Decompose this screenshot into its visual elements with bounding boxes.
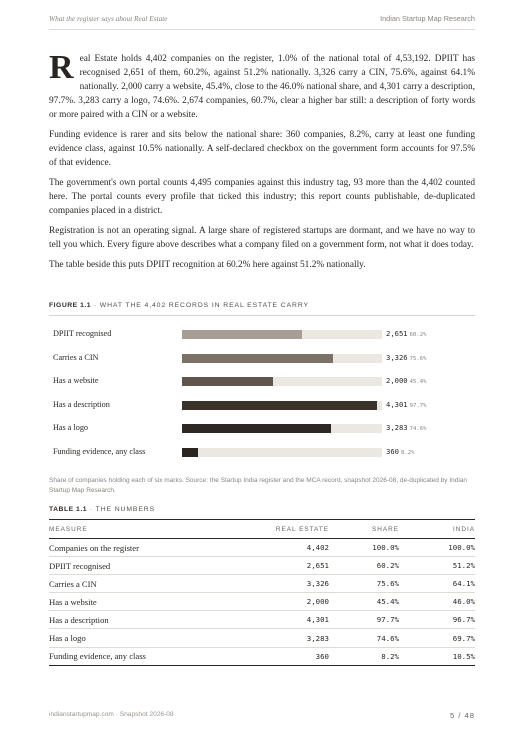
bar-value (386, 447, 414, 456)
figure-separator: · (93, 302, 97, 309)
paragraph-1-text: eal Estate holds 4,402 companies on the register, 1.0% of the national total of 4,53,192. DPIIT has recognised 2,651 of them, 60.2%, against 51.2% nationally. 3,326 carry a CIN, 75.6%, against 64.1% nationally. 2,000 carry a website, 45.4%, close to the 46.0% national share, and 4,301 carry a description, 97.7%. 3,283 carry a logo, 74.6%. 2,674 companies, 60.7%, clear a higher bar still: a description of forty words or more paired with a CIN or a website. (49, 54, 475, 120)
bar-track (182, 448, 382, 457)
bar-percent: 45.4% (409, 379, 427, 386)
cell-share: 100.0% (329, 539, 399, 557)
bar-track (182, 330, 382, 339)
bar-percent: 74.6% (409, 426, 427, 433)
page-footer (49, 711, 475, 720)
bar-label: DPIIT recognised (53, 329, 112, 338)
cell-measure: Companies on the register (49, 539, 245, 557)
bar-track (182, 377, 382, 386)
cell-measure: Funding evidence, any class (49, 647, 245, 665)
bar-track (182, 354, 382, 363)
bar-chart (49, 323, 475, 465)
bar-label: Has a logo (53, 423, 89, 433)
bar-track (182, 401, 382, 410)
running-head-publisher: Indian Startup Map Research (380, 14, 475, 23)
bar-track (182, 424, 382, 433)
cell-india: 51.2% (399, 557, 475, 575)
cell-real-estate: 4,402 (245, 539, 329, 557)
bar-fill (182, 377, 273, 386)
bar-fill (182, 354, 333, 363)
cell-real-estate: 3,283 (245, 629, 329, 647)
table-title: THE NUMBERS (95, 506, 156, 513)
cell-real-estate: 2,000 (245, 593, 329, 611)
bar-fill (182, 424, 331, 433)
table-body (49, 539, 475, 666)
paragraph-3: The government's own portal counts 4,495 companies against this industry tag, 93 more than the 4,402 counted here. The portal counts every profile that ticked this industry; this report counts publishable, de-duplicated companies placed in a district. (49, 177, 475, 216)
cell-share: 45.4% (329, 593, 399, 611)
paragraph-4: Registration is not an operating signal. A large share of registered startups are dormant, and we have no way to tell you which. Every figure above describes what a company filed on a government form, not what it does today. (49, 225, 475, 250)
bar-fill (182, 401, 377, 410)
cell-india: 46.0% (399, 593, 475, 611)
bar-value (386, 400, 426, 409)
bar-row (49, 394, 475, 418)
paragraph-2: Funding evidence is rarer and sits below the national share: 360 companies, 8.2%, carry at least one funding evidence class, against 10.5% nationally. A self-declared checkbox on the government form accounts for 97.5% of that evidence. (49, 129, 475, 168)
table-row (49, 611, 475, 629)
cell-india: 100.0% (399, 539, 475, 557)
bar-row (49, 370, 475, 394)
bar-value (386, 423, 426, 432)
header-share: SHARE (329, 520, 399, 539)
figure-number: FIGURE 1.1 (49, 302, 92, 309)
figure-caption (49, 302, 309, 309)
table-row (49, 629, 475, 647)
bar-value (386, 329, 426, 338)
bar-label: Carries a CIN (53, 352, 99, 362)
bar-value (386, 353, 426, 362)
running-head (49, 14, 475, 30)
cell-share: 74.6% (329, 629, 399, 647)
cell-india: 96.7% (399, 611, 475, 629)
bar-percent: 8.2% (400, 449, 415, 456)
numbers-table (49, 519, 475, 666)
table-header-row (49, 520, 475, 539)
cell-share: 75.6% (329, 575, 399, 593)
paragraph-1 (49, 49, 475, 123)
cell-measure: DPIIT recognised (49, 557, 245, 575)
cell-measure: Has a description (49, 611, 245, 629)
bar-percent: 60.2% (409, 332, 427, 338)
bar-label: Has a website (53, 376, 99, 386)
cell-real-estate: 4,301 (245, 611, 329, 629)
footer-source: indianstartupmap.com · Snapshot 2026-08 (49, 711, 174, 718)
cell-real-estate: 2,651 (245, 557, 329, 575)
bar-label: Funding evidence, any class (53, 446, 146, 456)
bar-count: 360 (386, 446, 399, 456)
page-number: 5 / 48 (450, 711, 475, 720)
bar-fill (182, 448, 198, 457)
table-number: TABLE 1.1 (49, 506, 87, 513)
cell-measure: Has a logo (49, 629, 245, 647)
table-row (49, 575, 475, 593)
cell-share: 60.2% (329, 557, 399, 575)
header-real-estate: REAL ESTATE (245, 520, 329, 539)
bar-row (49, 323, 475, 347)
table-row (49, 593, 475, 611)
bar-count: 3,326 (386, 352, 408, 362)
figure-note: Share of companies holding each of six marks. Source: the Startup India register and the MCA record, snapshot 2026-08, de-duplicated by Indian Startup Map Research. (49, 477, 468, 494)
table-row (49, 557, 475, 575)
cell-real-estate: 3,326 (245, 575, 329, 593)
header-india: INDIA (399, 520, 475, 539)
running-head-title: What the register says about Real Estate (49, 14, 168, 23)
bar-value (386, 376, 426, 385)
bar-label: Has a description (53, 399, 110, 409)
cell-india: 69.7% (399, 629, 475, 647)
cell-share: 8.2% (329, 647, 399, 665)
paragraph-5: The table beside this puts DPIIT recognition at 60.2% here against 51.2% nationally. (49, 259, 366, 270)
figure-title: WHAT THE 4,402 RECORDS IN REAL ESTATE CARRY (99, 302, 309, 309)
cell-india: 64.1% (399, 575, 475, 593)
table-separator: · (89, 506, 93, 513)
bar-row (49, 347, 475, 371)
cell-share: 97.7% (329, 611, 399, 629)
bar-percent: 97.7% (409, 402, 427, 409)
header-measure: MEASURE (49, 520, 245, 539)
bar-percent: 75.6% (409, 355, 427, 362)
bar-row (49, 441, 475, 465)
cell-measure: Carries a CIN (49, 575, 245, 593)
bar-fill (182, 330, 302, 339)
table-row (49, 647, 475, 665)
cell-measure: Has a website (49, 593, 245, 611)
bar-row (49, 417, 475, 441)
figure-rule (49, 315, 475, 316)
bar-count: 3,283 (386, 423, 408, 433)
body-text (49, 49, 475, 279)
cell-india: 10.5% (399, 647, 475, 665)
table-caption (49, 506, 155, 513)
table-row (49, 539, 475, 557)
bar-count: 4,301 (386, 399, 408, 409)
bar-count: 2,651 (386, 329, 408, 338)
bar-count: 2,000 (386, 376, 408, 386)
drop-cap: R (49, 49, 74, 86)
cell-real-estate: 360 (245, 647, 329, 665)
